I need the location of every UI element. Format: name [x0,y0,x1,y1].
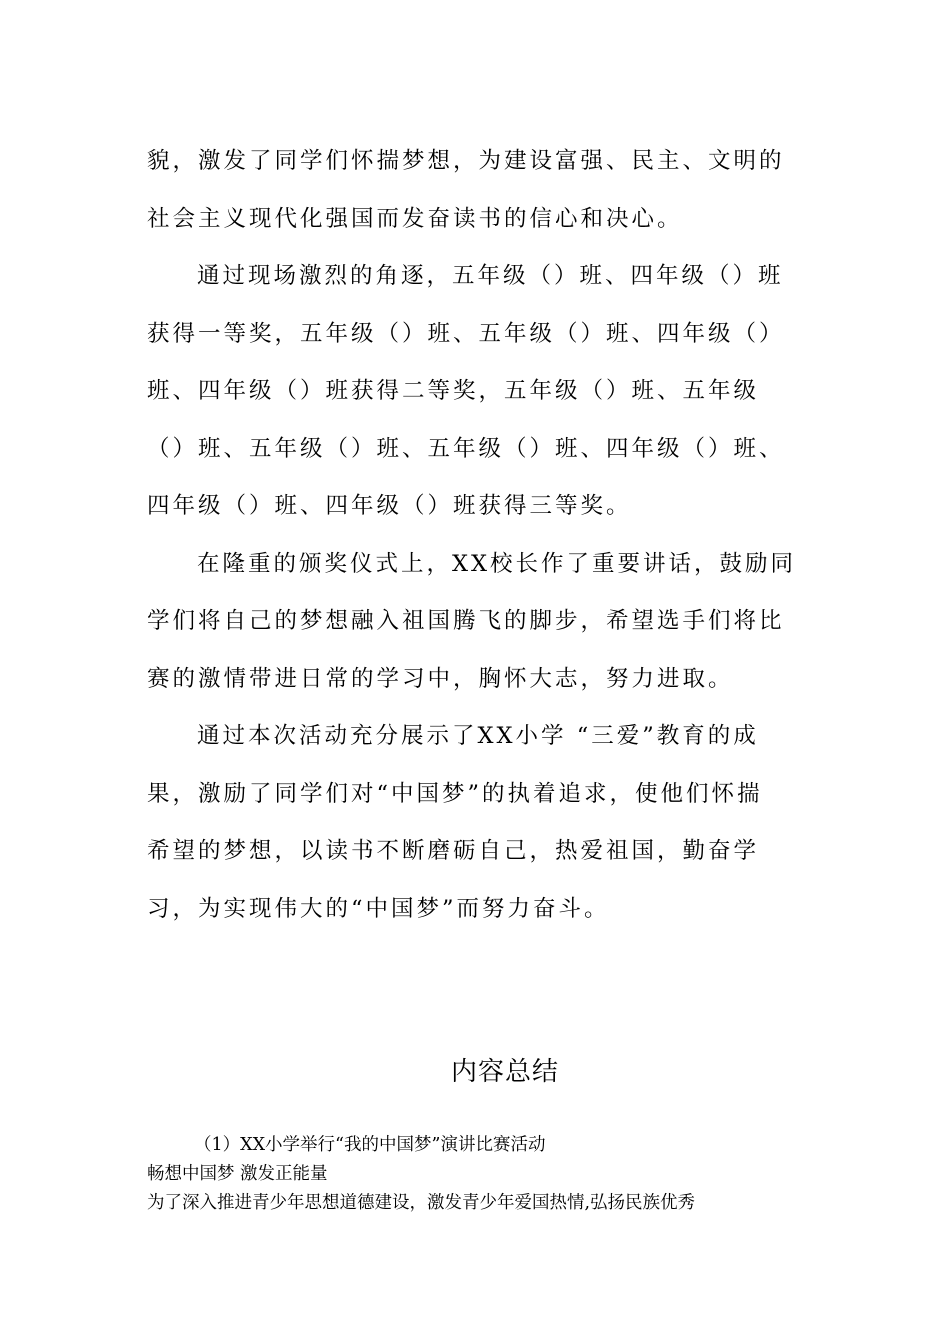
paragraph-line: 果，激励了同学们对“中国梦”的执着追求，使他们怀揣 [147,780,763,807]
paragraph-line: （）班、五年级（）班、五年级（）班、四年级（）班、 [147,435,785,462]
paragraph-line: 通过现场激烈的角逐，五年级（）班、四年级（）班 [197,263,784,289]
summary-line: 畅想中国梦 激发正能量 [147,1164,328,1184]
paragraph-line: 希望的梦想，以读书不断磨砺自己，热爱祖国，勤奋学 [147,838,760,864]
body-text [147,133,797,938]
paragraph-line: 赛的激情带进日常的学习中，胸怀大志，努力进取。 [147,665,734,692]
paragraph-line: 貌，激发了同学们怀揣梦想，为建设富强、民主、文明的 [147,148,785,174]
summary-section [147,1131,827,1218]
paragraph-line: 习，为实现伟大的“中国梦”而努力奋斗。 [147,895,610,922]
paragraph-line: 通过本次活动充分展示了XX小学 “三爱”教育的成 [197,723,759,749]
paragraph-line: 班、四年级（）班获得二等奖，五年级（）班、五年级 [147,378,760,404]
summary-title: 内容总结 [450,1057,559,1087]
paragraph-line: 四年级（）班、四年级（）班获得三等奖。 [147,493,632,519]
paragraph-line: 获得一等奖，五年级（）班、五年级（）班、四年级（） [147,320,785,347]
summary-line: （1）XX小学举行“我的中国梦”演讲比赛活动 [194,1135,546,1155]
paragraph-line: 社会主义现代化强国而发奋读书的信心和决心。 [147,205,683,232]
paragraph-line: 学们将自己的梦想融入祖国腾飞的脚步，希望选手们将比 [147,608,785,634]
summary-line: 为了深入推进青少年思想道德建设，激发青少年爱国热情,弘扬民族优秀 [147,1193,696,1213]
paragraph-line: 在隆重的颁奖仪式上，XX校长作了重要讲话，鼓励同 [197,550,797,577]
